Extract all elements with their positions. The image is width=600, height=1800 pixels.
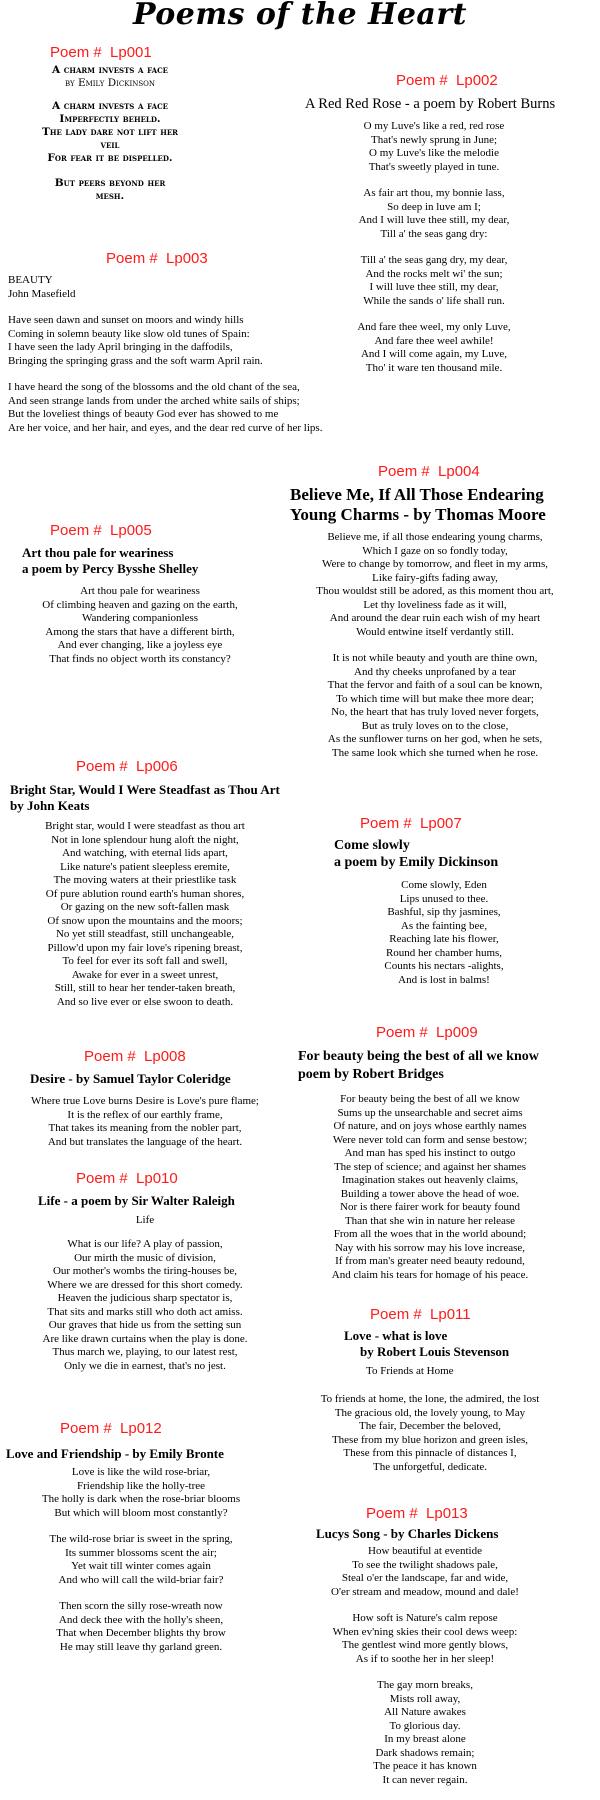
poem-line: Steal o'er the landscape, far and wide, [341, 1572, 509, 1584]
poem-line: And fare thee weel, my only Luve, [357, 321, 511, 333]
poem-line: Friendship like the holly-tree [77, 1479, 205, 1492]
page-title: Poems of the Heart [132, 0, 468, 32]
stanza [8, 381, 388, 435]
poem-line: Tho' it ware ten thousand mile. [365, 361, 503, 374]
poem-title-line: Bright Star, Would I Were Steadfast as Thou Art [10, 782, 280, 797]
poem-lp004 [290, 463, 595, 760]
stanza [8, 314, 388, 368]
stanza [290, 652, 580, 760]
poem-line: But the loveliest things of beauty God ever has showed to me [8, 408, 279, 420]
poem-line: Sums up the unsearchable and secret aims [337, 1106, 523, 1119]
poem-line: For fear it be dispelled. [47, 152, 173, 164]
poem-line: Lips unused to thee. [399, 892, 489, 905]
poem-number: Poem # Lp008 [84, 1048, 186, 1065]
poem-body [290, 1393, 570, 1474]
poem-line: Art thou pale for weariness [80, 585, 200, 597]
poem-line: Imagination stakes out heavenly claims, [341, 1174, 519, 1186]
poem-body [8, 314, 388, 435]
poem-line: And but translates the language of the heart. [47, 1135, 243, 1148]
poem-body [364, 879, 524, 987]
poem-body [30, 100, 190, 203]
poem-line: As the fainting bee, [400, 919, 488, 932]
poem-title: Life - a poem by Sir Walter Raleigh [38, 1193, 235, 1208]
poem-line: That sits and marks still who doth act amiss. [47, 1305, 243, 1318]
poem-line: Like fairy-gifts fading away, [372, 571, 498, 584]
poem-line: And I will luve thee still, my dear, [358, 214, 510, 226]
poem-line: To glorious day. [389, 1719, 461, 1732]
poem-lp007 [330, 815, 570, 987]
stanza [304, 187, 564, 241]
poem-line: He may still leave thy garland green. [59, 1640, 223, 1653]
poem-title-line: A charm invests a face [51, 64, 169, 76]
poem-line: Where we are dressed for this short comedy. [47, 1278, 243, 1291]
poem-line: But peers beyond her [54, 177, 166, 189]
poem-title [8, 274, 388, 301]
poem-line: Building a tower above the head of woe. [340, 1187, 520, 1200]
poem-line: Mists roll away, [389, 1692, 461, 1705]
poem-line: Not in lone splendour hung aloft the night, [51, 833, 239, 846]
poem-line: Only we die in earnest, that's no jest. [64, 1359, 226, 1372]
stanza [30, 177, 190, 203]
poem-line: That finds no object worth its constancy? [49, 652, 231, 665]
poem-title-line: Come slowly [334, 838, 410, 853]
poem-number: Poem # Lp011 [370, 1306, 471, 1323]
poem-line: It can never regain. [382, 1773, 468, 1786]
poem-line: What is our life? A play of passion, [67, 1238, 223, 1250]
poem-line: Or gazing on the new soft-fallen mask [60, 901, 230, 913]
poem-title [30, 64, 190, 90]
stanza [6, 1466, 276, 1520]
poem-title [22, 545, 260, 577]
poem-line: And so live ever or else swoon to death. [56, 995, 234, 1008]
poem-line: That's newly sprung in June; [370, 133, 498, 146]
poem-line: For beauty being the best of all we know [340, 1093, 520, 1105]
poem-line: So deep in luve am I; [387, 200, 481, 213]
poem-line: Than that she win in nature her release [344, 1214, 516, 1227]
poem-line: Thus march we, playing, to our latest rest, [52, 1346, 238, 1358]
poem-line: As fair art thou, my bonnie lass, [363, 187, 505, 199]
poem-line: Still, still to hear her tender-taken breath, [54, 982, 236, 994]
poem-line: That takes its meaning from the nobler part, [48, 1122, 242, 1134]
poem-line: All Nature awakes [384, 1706, 466, 1718]
poem-line: And claim his tears for homage of his peace. [331, 1268, 529, 1281]
poem-title-line: Love - what is love [344, 1328, 448, 1343]
poem-line: Nor is there fairer work for beauty found [340, 1201, 520, 1213]
poem-line: I will luve thee still, my dear, [369, 281, 499, 293]
poem-line: Come slowly, Eden [401, 879, 487, 891]
poem-line: The same look which she turned when he rose. [331, 746, 539, 759]
poem-author: a poem by Emily Dickinson [334, 855, 499, 870]
poem-author: John Masefield [8, 287, 76, 300]
poem-line: The fair, December the beloved, [359, 1420, 501, 1432]
poem-lp001 [30, 44, 190, 203]
poem-line: Were to change by tomorrow, and fleet in my arms, [322, 558, 548, 570]
poem-line: Our graves that hide us from the setting sun [48, 1319, 242, 1331]
stanza [6, 1533, 276, 1587]
poem-line: Dark shadows remain; [375, 1746, 475, 1759]
poem-line: When ev'ning skies their cool dews weep: [332, 1625, 518, 1638]
poem-line: Coming in solemn beauty like slow old tunes of Spain: [8, 327, 250, 340]
poem-line: I have seen the lady April bringing in the daffodils, [8, 341, 233, 353]
poem-title: Love and Friendship - by Emily Bronte [6, 1446, 224, 1461]
poem-line: O'er stream and meadow, mound and dale! [331, 1585, 519, 1598]
poem-number: Poem # Lp002 [396, 72, 498, 89]
poem-line: Among the stars that have a different birth, [45, 625, 235, 638]
stanza [300, 1679, 550, 1787]
poem-line: O my Luve's like a red, red rose [363, 120, 505, 132]
poem-number: Poem # Lp013 [366, 1505, 468, 1522]
poem-line: Reaching late his flower, [389, 933, 499, 945]
poem-line: And seen strange lands from under the arched white sails of ships; [8, 394, 300, 407]
poem-line: Of climbing heaven and gazing on the earth, [42, 598, 238, 611]
poem-line: The gentlest wind more gently blows, [341, 1639, 509, 1651]
poem-line: And I will come again, my Luve, [360, 348, 508, 360]
poem-line: Our mirth the music of division, [74, 1251, 216, 1264]
poem-line: That when December blights thy brow [56, 1627, 226, 1639]
poem-line: Where true Love burns Desire is Love's pure flame; [30, 1095, 259, 1107]
poem-line: Wandering companionless [81, 612, 199, 624]
poem-line: Bright star, would I were steadfast as thou art [45, 820, 245, 832]
poem-lp003 [8, 250, 388, 435]
poem-line: Of nature, and on joys whose earthly names [333, 1120, 527, 1132]
stanza [300, 1612, 550, 1666]
stanza [6, 1600, 276, 1654]
poem-subtitle: To Friends at Home [366, 1365, 454, 1377]
poem-line: Its summer blossoms scent the air; [65, 1546, 217, 1559]
poem-line: Would entwine itself verdantly still. [356, 625, 514, 638]
poem-line: It is not while beauty and youth are thine own, [332, 652, 538, 664]
poem-line: No, the heart that has truly loved never forgets, [331, 706, 539, 718]
poem-line: And ever changing, like a joyless eye [57, 639, 223, 651]
poem-line: Yet wait till winter comes again [71, 1560, 211, 1572]
poem-title-line: Young Charms - by Thomas Moore [290, 505, 546, 524]
poem-line: If from man's greater need beauty redound, [335, 1255, 525, 1267]
poem-body [290, 531, 580, 760]
poem-line: In my breast alone [384, 1733, 466, 1745]
poem-line: mesh. [95, 190, 125, 202]
poem-number: Poem # Lp003 [106, 250, 208, 267]
poem-lp010 [10, 1170, 280, 1373]
poem-line: Counts his nectars -alights, [384, 960, 504, 972]
poem-title: Desire - by Samuel Taylor Coleridge [30, 1071, 231, 1086]
poem-author: a poem by Percy Bysshe Shelley [22, 561, 199, 576]
poem-body [300, 1545, 550, 1787]
poem-lp006 [10, 758, 305, 1009]
stanza [300, 1545, 550, 1599]
poem-line: The lady dare not lift her [42, 126, 178, 138]
poem-body [20, 585, 260, 666]
poem-line: Bashful, sip thy jasmines, [387, 906, 501, 918]
poem-line: From all the woes that in the world abound; [333, 1228, 527, 1240]
poem-line: Our mother's wombs the tiring-houses be, [52, 1265, 238, 1277]
poem-number: Poem # Lp007 [360, 815, 462, 832]
poem-line: How soft is Nature's calm repose [352, 1612, 498, 1624]
poem-line: Were never told can form and sense bestow; [332, 1133, 528, 1146]
poem-number: Poem # Lp009 [376, 1024, 478, 1041]
poem-body [300, 1093, 560, 1282]
poem-line: How beautiful at eventide [368, 1545, 482, 1557]
poem-line: Let thy loveliness fade as it will, [363, 598, 507, 611]
poem-line: And deck thee with the holly's sheen, [58, 1613, 224, 1626]
poem-line: Are like drawn curtains when the play is done. [42, 1332, 248, 1345]
poem-title: A Red Red Rose - a poem by Robert Burns [305, 96, 556, 112]
poem-title [10, 782, 305, 814]
poem-line: And watching, with eternal lids apart, [62, 847, 228, 859]
poem-line: The peace it has known [373, 1760, 477, 1772]
poem-line: The gay morn breaks, [377, 1679, 473, 1691]
poem-line: To which time will but make thee more dear; [336, 692, 534, 705]
poem-body [10, 1238, 280, 1373]
poem-line: Love is like the wild rose-briar, [71, 1466, 211, 1478]
poem-line: It is the reflex of our earthly frame, [67, 1108, 223, 1121]
poem-number: Poem # Lp005 [50, 522, 152, 539]
poem-line: Till a' the seas gang dry, my dear, [360, 254, 508, 266]
poem-body [6, 1466, 276, 1654]
poem-author: poem by Robert Bridges [298, 1067, 444, 1082]
poem-line: Have seen dawn and sunset on moors and windy hills [8, 314, 244, 326]
poem-lp013 [300, 1505, 580, 1787]
poem-number: Poem # Lp010 [76, 1170, 178, 1187]
stanza [304, 120, 564, 174]
poem-line: To feel for ever its soft fall and swell, [62, 955, 228, 967]
poem-line: And thy cheeks unprofaned by a tear [354, 665, 516, 678]
poem-title [330, 837, 570, 871]
poem-line: But which will bloom most constantly? [54, 1506, 228, 1519]
poem-line: And fare thee weel awhile! [374, 334, 494, 347]
poem-line: While the sands o' life shall run. [363, 294, 505, 307]
poem-line: And around the dear ruin each wish of my heart [329, 612, 541, 624]
poem-line: I have heard the song of the blossoms and the old chant of the sea, [8, 381, 300, 393]
poem-line: As if to soothe her in her sleep! [355, 1652, 495, 1665]
poem-line: To friends at home, the lone, the admired, the lost [320, 1393, 540, 1405]
poem-body [10, 820, 280, 1009]
poem-subtitle: Life [135, 1214, 155, 1226]
poem-line: But as truly loves on to the close, [361, 719, 509, 732]
poem-line: Nay with his sorrow may his love increase, [334, 1241, 525, 1254]
poem-title: Lucys Song - by Charles Dickens [316, 1526, 499, 1541]
poem-title-line: Believe Me, If All Those Endearing [290, 485, 544, 504]
poem-line: And who will call the wild-briar fair? [58, 1573, 224, 1586]
poem-line: Are her voice, and her hair, and eyes, and the dear red curve of her lips. [8, 421, 323, 434]
poem-line: Heaven the judicious sharp spectator is, [57, 1292, 233, 1304]
poem-line: Like nature's patient sleepless eremite, [60, 860, 230, 873]
poem-line: The moving waters at their priestlike task [53, 874, 237, 886]
poem-title-line: For beauty being the best of all we know [298, 1049, 539, 1064]
poem-line: That the fervor and faith of a soul can be known, [327, 679, 543, 691]
poem-line: And the rocks melt wi' the sun; [365, 267, 503, 280]
stanza [30, 100, 190, 165]
poem-line: Thou wouldst still be adored, as this moment thou art, [316, 585, 554, 597]
poem-author: by Robert Louis Stevenson [360, 1344, 510, 1359]
poem-number: Poem # Lp012 [60, 1420, 162, 1437]
poem-line: The gracious old, the lovely young, to May [334, 1406, 526, 1419]
poem-line: Which I gaze on so fondly today, [362, 544, 508, 557]
poem-line: Then scorn the silly rose-wreath now [59, 1600, 223, 1612]
poem-line: That's sweetly played in tune. [368, 160, 500, 173]
poem-line: O my Luve's like the melodie [369, 147, 499, 159]
poem-line: These from this pinnacle of distances I, [343, 1447, 517, 1459]
poem-line: Imperfectly beheld. [59, 113, 161, 125]
poem-line: The wild-rose briar is sweet in the spring, [49, 1533, 233, 1545]
poem-line: Pillow'd upon my fair love's ripening breast, [47, 941, 243, 954]
poem-line: A charm invests a face [51, 100, 169, 112]
poem-line: The holly is dark when the rose-briar blooms [41, 1493, 241, 1505]
poem-body [10, 1095, 280, 1149]
poem-author: by John Keats [10, 798, 90, 813]
poem-title-line: Art thou pale for weariness [22, 545, 174, 560]
poem-line: The unforgetful, dedicate. [372, 1460, 488, 1473]
poem-line: And is lost in balms! [398, 973, 490, 986]
poem-line: veil [100, 139, 120, 151]
stanza [290, 531, 580, 639]
poem-number: Poem # Lp001 [50, 44, 152, 61]
poem-line: Bringing the springing grass and the soft warm April rain. [8, 354, 263, 367]
poem-line: And man has sped his instinct to outgo [344, 1147, 516, 1159]
poem-line: No yet still steadfast, still unchangeable, [55, 928, 235, 940]
poem-line: Of snow upon the mountains and the moors; [47, 914, 243, 927]
poem-title [344, 1328, 570, 1360]
poem-line: Believe me, if all those endearing young charms, [327, 531, 543, 543]
poem-line: Of pure ablution round earth's human shores, [45, 887, 245, 900]
poem-title [290, 485, 595, 525]
poem-line: The step of science; and against her shames [333, 1160, 527, 1173]
poem-title [298, 1048, 598, 1084]
poem-number: Poem # Lp006 [76, 758, 178, 775]
poem-line: These from my blue horizon and green isles, [331, 1433, 529, 1446]
poem-author: by Emily Dickinson [64, 77, 156, 89]
poem-lp009 [298, 1024, 598, 1282]
poem-lp011 [290, 1306, 570, 1474]
poem-line: Round her chamber hums, [385, 946, 503, 959]
poem-line: To see the twilight shadows pale, [352, 1558, 498, 1571]
poem-lp012 [6, 1420, 276, 1654]
poem-line: Till a' the seas gang dry: [380, 227, 488, 240]
poem-title-line: BEAUTY [8, 274, 53, 286]
poem-number: Poem # Lp004 [378, 463, 480, 480]
poem-lp005 [20, 522, 260, 666]
poem-line: Awake for ever in a sweet unrest, [71, 968, 219, 981]
poem-lp008 [10, 1048, 280, 1149]
poem-line: As the sunflower turns on her god, when he sets, [327, 733, 543, 745]
